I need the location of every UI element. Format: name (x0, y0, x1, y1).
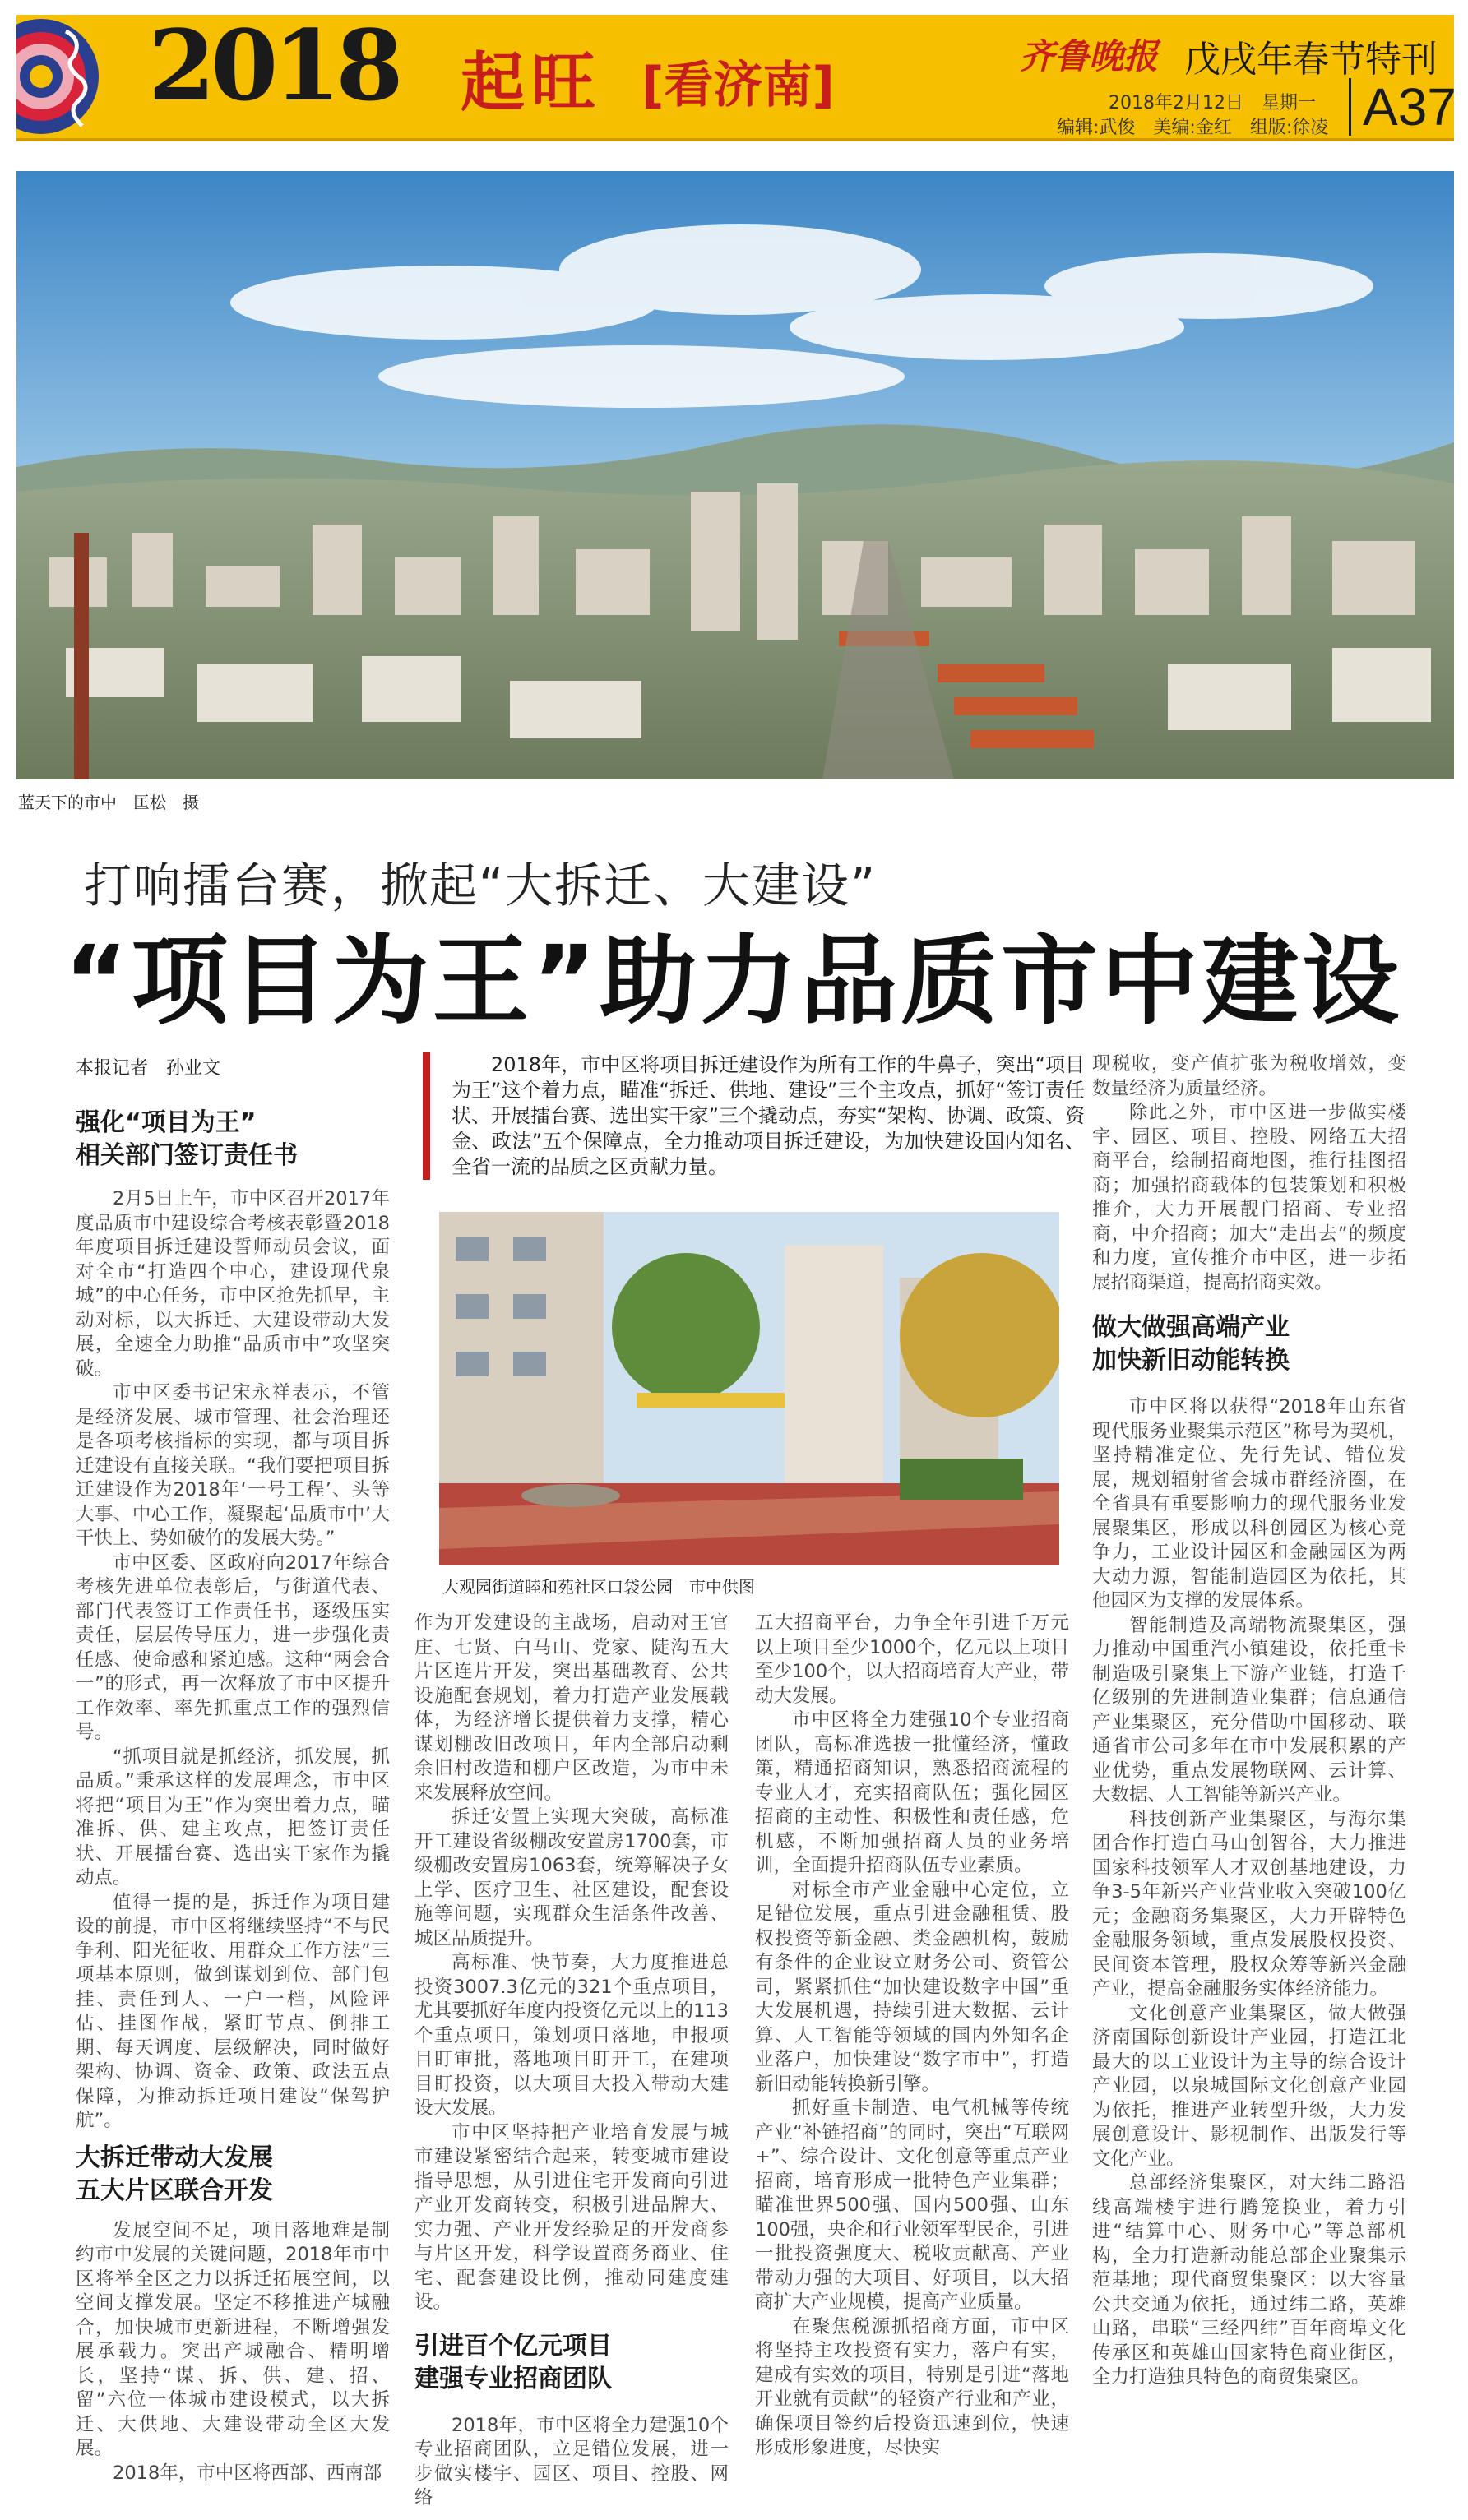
column-heading: 大拆迁带动大发展 五大片区联合开发 (76, 2143, 273, 2205)
column-heading: 做大做强高端产业 加快新旧动能转换 (1092, 1313, 1290, 1375)
paragraph: 五大招商平台，力争全年引进千万元以上项目至少1000个，亿元以上项目至少100个，以大招商培育大产业，带动大发展。 (755, 1612, 1069, 1707)
paragraph: 发展空间不足，项目落地难是制约市中发展的关键问题，2018年市中区将举全区之力以拆迁拓展空间，以空间支撑发展。坚定不移推进产城融合，加快城市更新进程，不断增强发展承载力。突出产城融合、精明增长，坚持“谋、拆、供、建、招、留”六位一体城市建设模式，以大拆迁、大供地、大建设带动全区大发展。 (76, 2219, 390, 2459)
auspicious-cloud-ornament-icon (16, 15, 140, 138)
paragraph: 市中区坚持把产业培育发展与城市建设紧密结合起来，转变城市建设指导思想，从引进住宅开发商向引进产业开发商转变，积极引进品牌大、实力强、产业开发经验足的开发商参与片区开发，科学设置商务商业、住宅、配套建设比例，推动同建度建设。 (414, 2121, 729, 2313)
column-heading: 强化“项目为王” 相关部门签订责任书 (76, 1108, 298, 1170)
page-number: A37 (1349, 78, 1456, 136)
article-column-4 (1092, 1052, 1406, 2390)
paragraph: 市中区将以获得“2018年山东省现代服务业聚集示范区”称号为契机，坚持精准定位、先行先试、错位发展，规划辐射省会城市群经济圈，在全省具有重要影响力的现代服务业发展聚集区，形成以科创园区为核心竞争力，工业设计园区和金融园区为两大动力源，智能制造园区为依托，其他园区为支撑的发展体系。 (1092, 1396, 1406, 1611)
photo-caption: 大观园街道睦和苑社区口袋公园 市中供图 (442, 1577, 755, 1597)
city-panorama-photo (16, 171, 1454, 779)
article-byline: 本报记者 孙业文 (76, 1058, 221, 1079)
paragraph: 拆迁安置上实现大突破，高标准开工建设省级棚改安置房1700套，市级棚改安置房1063套，统筹解决子女上学、医疗卫生、社区建设，配套设施等问题，实现群众生活条件改善、城区品质提升。 (414, 1806, 729, 1949)
paragraph: 对标全市产业金融中心定位，立足错位发展，重点引进金融租赁、股权投资等新金融、类金融机构，鼓励有条件的企业设立财务公司、资管公司，紧紧抓住“加快建设数字中国”重大发展机遇，持续引进大数据、云计算、人工智能等领域的国内外知名企业落户，加快建设“数字市中”，打造新旧动能转换新引擎。 (755, 1879, 1069, 2095)
paragraph: 市中区委、区政府向2017年综合考核先进单位表彰后，与街道代表、部门代表签订工作责任书，逐级压实责任，层层传导压力，进一步强化责任感、使命感和紧迫感。这种“两会合一”的形式，再一次释放了市中区提升工作效率、率先抓重点工作的强烈信号。 (76, 1551, 390, 1743)
paragraph: 总部经济集聚区，对大纬二路沿线高端楼宇进行腾笼换业，着力引进“结算中心、财务中心”等总部机构，全力打造新动能总部企业聚集示范基地；现代商贸集聚区：以大容量公共交通为依托，通过纬二路，英雄山路，串联“三经四纬”百年商埠文化传承区和英雄山国家特色商业街区，全力打造独具特色的商贸集聚区。 (1092, 2172, 1406, 2388)
article-column-1 (76, 1107, 390, 2485)
photo-caption: 蓝天下的市中 匡松 摄 (18, 793, 199, 812)
paragraph: 2018年，市中区将西部、西南部 (113, 2462, 382, 2484)
paragraph: “抓项目就是抓经济，抓发展，抓品质。”秉承这样的发展理念，市中区将把“项目为王”作为突出着力点，瞄准拆、供、建主攻点，把签订责任状、开展擂台赛、选出实干家作为撬动点。 (76, 1746, 390, 1889)
paragraph: 除此之外，市中区进一步做实楼宇、园区、项目、控股、网络五大招商平台，绘制招商地图，推行挂图招商；加强招商载体的包装策划和积极推介，大力开展靓门招商、专业招商，中介招商；加大“走出去”的频度和力度，宣传推介市中区，进一步拓展招商渠道，提高招商实效。 (1092, 1102, 1406, 1293)
paragraph: 在聚焦税源抓招商方面，市中区将坚持主攻投资有实力，落户有实，建成有实效的项目，特别是引进“落地开业就有贡献”的轻资产行业和产业，确保项目签约后投资迅速到位，快速形成形象进度，尽快实 (755, 2315, 1069, 2458)
article-lead (423, 1052, 1085, 1180)
paragraph: 智能制造及高端物流聚集区，强力推动中国重汽小镇建设，依托重卡制造吸引聚集上下游产业链，打造千亿级别的先进制造业集群；信息通信产业集聚区，充分借助中国移动、联通省市公司多年在市中发展积累的产业优势，重点发展物联网、云计算、大数据、人工智能等新兴产业。 (1092, 1614, 1406, 1806)
paragraph: 抓好重卡制造、电气机械等传统产业“补链招商”的同时，突出“互联网+”、综合设计、文化创意等重点产业招商，培育形成一批特色产业集群；瞄准世界500强、国内500强、山东100强，央企和行业领军型民企，引进一批投资强度大、税收贡献高、产业带动力强的大项目、好项目，以大招商扩大产业规模，提高产业质量。 (755, 2097, 1069, 2313)
article-headline: “项目为王”助力品质市中建设 (64, 924, 1403, 1038)
paragraph: 现税收，变产值扩张为税收增效，变数量经济为质量经济。 (1092, 1053, 1406, 1099)
paragraph: 作为开发建设的主战场，启动对王官庄、七贤、白马山、党家、陡沟五大片区连片开发，突出基础教育、公共设施配套规划，着力打造产业发展载体，为经济增长提供着力支撑，精心谋划棚改旧改项目，年内全部启动剩余旧村改造和棚户区改造，为市中未来发展释放空间。 (414, 1612, 729, 1804)
paragraph: 文化创意产业集聚区，做大做强济南国际创新设计产业园，打造江北最大的以工业设计为主导的综合设计产业园，以泉城国际文化创意产业园为依托，推进产业转型升级，大力发展创意设计、影视制作、出版发行等文化产业。 (1092, 2002, 1406, 2170)
lead-paragraph: 2018年，市中区将项目拆迁建设作为所有工作的牛鼻子，突出“项目为王”这个着力点，瞄准“拆迁、供地、建设”三个主攻点，抓好“签订责任状、开展擂台赛、选出实干家”三个撬动点，夯实“架构、协调、政策、资金、政法”五个保障点，全力推动项目拆迁建设，为加快建设国内知名、全省一流的品质之区贡献力量。 (452, 1053, 1085, 1178)
column-heading: 引进百个亿元项目 建强专业招商团队 (414, 2331, 612, 2393)
section-name: [看济南] (641, 57, 835, 114)
paragraph: 高标准、快节奏，大力度推进总投资3007.3亿元的321个重点项目，尤其要抓好年度内投资亿元以上的113个重点项目，策划项目落地，申报项目盯审批，落地项目盯开工，在建项目盯投资，以大项目大投入带动大建设大发展。 (414, 1952, 729, 2119)
paragraph: 值得一提的是，拆迁作为项目建设的前提，市中区将继续坚持“不与民争利、阳光征收、用群众工作方法”三项基本原则，做到谋划到位、部门包挂、责任到人、一户一档，风险评估、挂图作战，紧盯节点、倒排工期、每天调度、层级解决，同时做好架构、协调、资金、政策、政法五点保障，为推动拆迁项目建设“保驾护航”。 (76, 1891, 390, 2131)
newspaper-name: 齐鲁晚报 (1020, 36, 1159, 76)
special-issue-label: 戊戌年春节特刊 (1184, 39, 1438, 81)
article-column-2 (414, 1611, 729, 2511)
pocket-park-photo (439, 1212, 1059, 1565)
header-year-calligraphy: 2018 (148, 8, 399, 123)
paragraph: 市中区委书记宋永祥表示，不管是经济发展、城市管理、社会治理还是各项考核指标的实现，都与项目拆迁建设有直接关联。“我们要把项目拆迁建设作为2018年‘一号工程’、头等大事、中心工作，凝聚起‘品质市中’大干快上、势如破竹的发展大势。” (76, 1382, 390, 1549)
paragraph: 2月5日上午，市中区召开2017年度品质市中建设综合考核表彰暨2018年度项目拆迁建设誓师动员会议，面对全市“打造四个中心，建设现代泉城”的中心任务，市中区抢先抓早，主动对标，以大拆迁、大建设带动大发展，全速全力助推“品质市中”攻坚突破。 (76, 1188, 390, 1380)
paragraph: 科技创新产业集聚区，与海尔集团合作打造白马山创智谷，大力推进国家科技领军人才双创基地建设，力争3-5年新兴产业营业收入突破100亿元；金融商务集聚区，大力开辟特色金融服务领域，重点发展股权投资、民间资本管理，股权众筹等新兴金融产业，提高金融服务实体经济能力。 (1092, 1808, 1406, 2000)
header-rising-title: 起旺 (461, 45, 603, 120)
paragraph: 市中区将全力建强10个专业招商团队，高标准选拔一批懂经济，懂政策，精通招商知识，熟悉招商流程的专业人才，充实招商队伍；强化园区招商的主动性、积极性和责任感，危机感，不断加强招商人员的业务培训，全面提升招商队伍专业素质。 (755, 1709, 1069, 1876)
paragraph: 2018年，市中区将全力建强10个专业招商团队，立足错位发展，进一步做实楼宇、园区、项目、控股、网络 (414, 2414, 729, 2508)
article-column-3 (755, 1611, 1069, 2461)
article-subhead: 打响擂台赛，掀起“大拆迁、大建设” (84, 858, 878, 913)
editor-credits: 编辑:武俊 美编:金红 组版:徐凌 (1057, 118, 1329, 138)
issue-date: 2018年2月12日 星期一 (1109, 93, 1316, 113)
